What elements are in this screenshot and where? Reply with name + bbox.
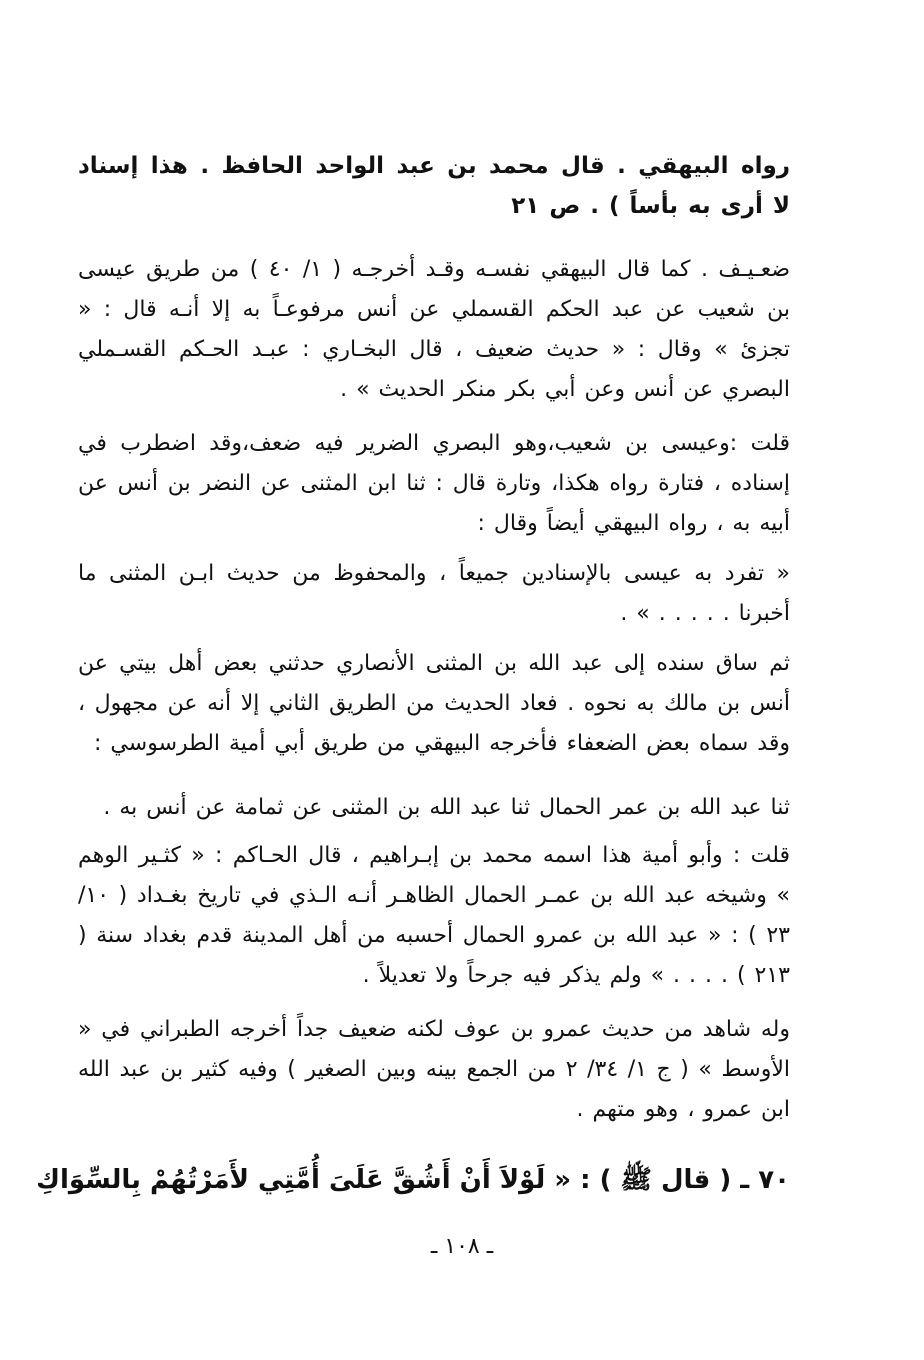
paragraph-7: قلت : وأبو أمية هذا اسمه محمد بن إبـراهيم ، قال الحـاكم : « كثـير الوهم » وشيخه عبد الله بن عمـر الحمال الظاهـر أنـه الـذي في تاريخ بغـداد ( ١٠/ ٢٣ ) : « عبد الله بن عمرو الحمال أحسبه من أهل المدينة قدم بغداد سنة ( ٢١٣ ) . . . . » ولم يذكر فيه جرحاً ولا تعديلاً .: [78, 843, 790, 988]
paragraph-1: رواه البيهقي . قال محمد بن عبد الواحد الحافظ . هذا إسناد لا أرى به بأساً ) . ص ٢١: [78, 153, 790, 219]
paragraph-4: « تفرد به عيسى بالإسنادين جميعاً ، والمحفوظ من حديث ابـن المثنى ما أخبرنا . . . . . » .: [78, 561, 790, 626]
paragraph-5: ثم ساق سنده إلى عبد الله بن المثنى الأنصاري حدثني بعض أهل بيتي عن أنس بن مالك به نحوه . فعاد الحديث من الطريق الثاني إلا أنه عن مجهول ، وقد سماه بعض الضعفاء فأخرجه البيهقي من طريق أبي أمية الطرسوسي :: [78, 651, 790, 756]
hadith-heading: ٧٠ ـ ( قال ﷺ ) : « لَوْلاَ أَنْ أَشُقَّ عَلَىَ أُمَّتِي لأَمَرْتُهُمْ بِالسِّوَاكِ: [36, 1165, 790, 1195]
paragraph-6: ثنا عبد الله بن عمر الحمال ثنا عبد الله بن المثنى عن ثمامة عن أنس به .: [103, 795, 790, 820]
page-number: ـ ١٠٨ ـ: [430, 1234, 494, 1259]
paragraph-3: قلت :وعيسى بن شعيب،وهو البصري الضرير فيه ضعف،وقد اضطرب في إسناده ، فتارة رواه هكذا، وتارة قال : ثنا ابن المثنى عن النضر بن أنس عن أبيه به ، رواه البيهقي أيضاً وقال :: [78, 431, 790, 536]
paragraph-8: وله شاهد من حديث عمرو بن عوف لكنه ضعيف جداً أخرجه الطبراني في « الأوسط » ( ج ١/ ٣٤/ ٢ من الجمع بينه وبين الصغير ) وفيه كثير بن عبد الله ابن عمرو ، وهو متهم .: [78, 1017, 791, 1122]
paragraph-2: ضعـيـف . كما قال البيهقي نفسـه وقـد أخرجـه ( ١/ ٤٠ ) من طريق عيسى بن شعيب عن عبد الحكم القسملي عن أنس مرفوعـاً به إلا أنـه قال : « تجزئ » وقال : « حديث ضعيف ، قال البخـاري : عبـد الحـكم القسـملي البصري عن أنس وعن أبي بكر منكر الحديث » .: [78, 257, 790, 402]
